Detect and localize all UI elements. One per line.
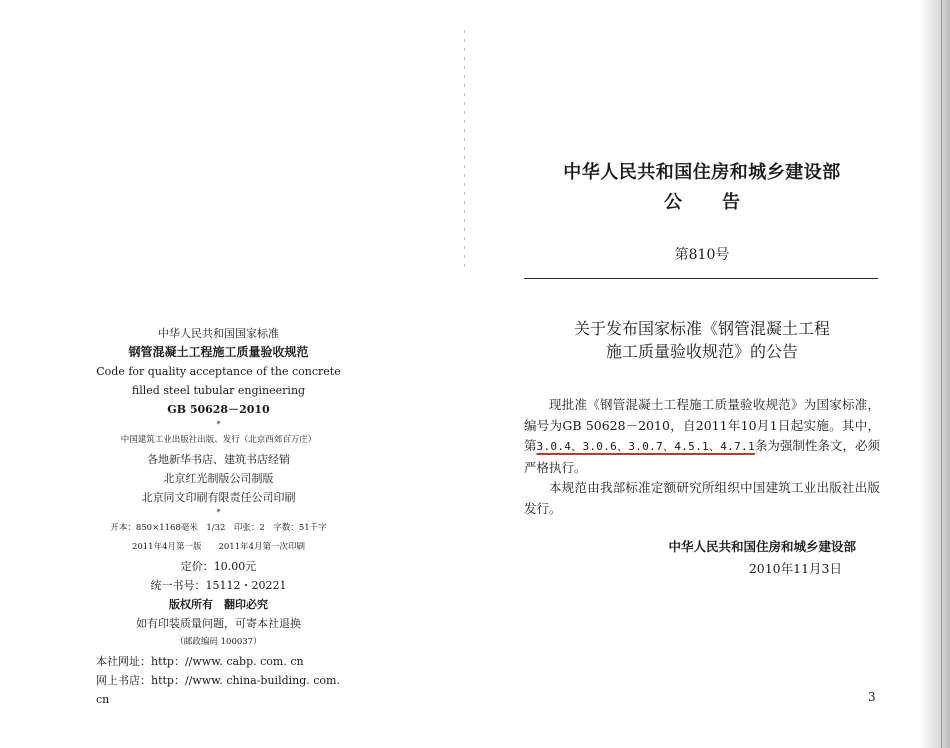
distributor-line: 各地新华书店、建筑书店经销 <box>147 453 290 466</box>
edition-line: 2011年4月第一版 2011年4月第一次印刷 <box>131 542 306 552</box>
return-policy-line: 如有印装质量问题，可寄本社退换 <box>136 617 301 630</box>
online-store-line: 网上书店：http：//www. china-building. com. cn <box>96 674 340 706</box>
website-line: 本社网址：http：//www. cabp. com. cn <box>96 655 304 668</box>
plate-maker-line: 北京红光制版公司制版 <box>163 472 274 485</box>
ministry-title: 中华人民共和国住房和城乡建设部 <box>563 162 841 183</box>
format-line: 开本：850×1168毫米 1/32 印张：2 字数：51千字 <box>110 523 327 533</box>
announcement-heading <box>524 188 880 214</box>
book-number-line: 统一书号：15112・20221 <box>150 579 287 592</box>
postal-code-line: （邮政编码 100037） <box>175 637 262 647</box>
binding-edge-line <box>941 0 942 748</box>
mandatory-clauses: 3.0.4、3.0.6、3.0.7、4.5.1、4.7.1 <box>536 440 755 453</box>
standard-title-cn: 钢管混凝土工程施工质量验收规范 <box>128 345 309 359</box>
standard-title-en-1: Code for quality acceptance of the concrete <box>96 365 341 378</box>
copyright-line: 版权所有 翻印必究 <box>169 598 268 611</box>
standard-title-en-2: filled steel tubular engineering <box>131 384 306 397</box>
standard-category: 中华人民共和国国家标准 <box>158 327 279 340</box>
heading-char-gao: 告 <box>722 192 740 213</box>
announcement-body <box>524 395 880 519</box>
paragraph-2: 本规范由我部标准定额研究所组织中国建筑工业出版社出版发行。 <box>524 480 880 516</box>
paragraph-1 <box>524 395 880 478</box>
paragraph-1-intro: 现批准《钢管混凝土工程施工质量验收规范》为国家标准，编号为GB 50628－2010，自2011年10月1日起实施。其中，第 <box>524 397 880 453</box>
signature-date: 2010年11月3日 <box>748 561 842 576</box>
publisher-line: 中国建筑工业出版社出版、发行（北京西郊百万庄） <box>120 435 317 445</box>
printer-line: 北京同文印刷有限责任公司印刷 <box>141 491 296 504</box>
announcement-title <box>524 317 880 363</box>
announcement-number: 第810号 <box>674 247 730 263</box>
paragraph-1-end: 条为强制性条文，必须严格执行。 <box>524 438 880 475</box>
header-rule <box>524 278 878 279</box>
copyright-page <box>96 324 341 709</box>
announcement-title-line-2: 施工质量验收规范》的公告 <box>605 342 798 361</box>
page-crease <box>464 30 465 270</box>
price-line: 定价：10.00元 <box>180 560 257 573</box>
page-number: 3 <box>868 690 876 704</box>
standard-code: GB 50628－2010 <box>167 403 270 416</box>
book-binding-edge <box>920 0 950 748</box>
separator-star-2: * <box>216 508 221 517</box>
signatory: 中华人民共和国住房和城乡建设部 <box>668 539 856 554</box>
separator-star: * <box>216 420 221 429</box>
announcement-page <box>524 150 880 577</box>
heading-char-gong: 公 <box>664 192 682 213</box>
announcement-title-line-1: 关于发布国家标准《钢管混凝土工程 <box>573 319 830 338</box>
